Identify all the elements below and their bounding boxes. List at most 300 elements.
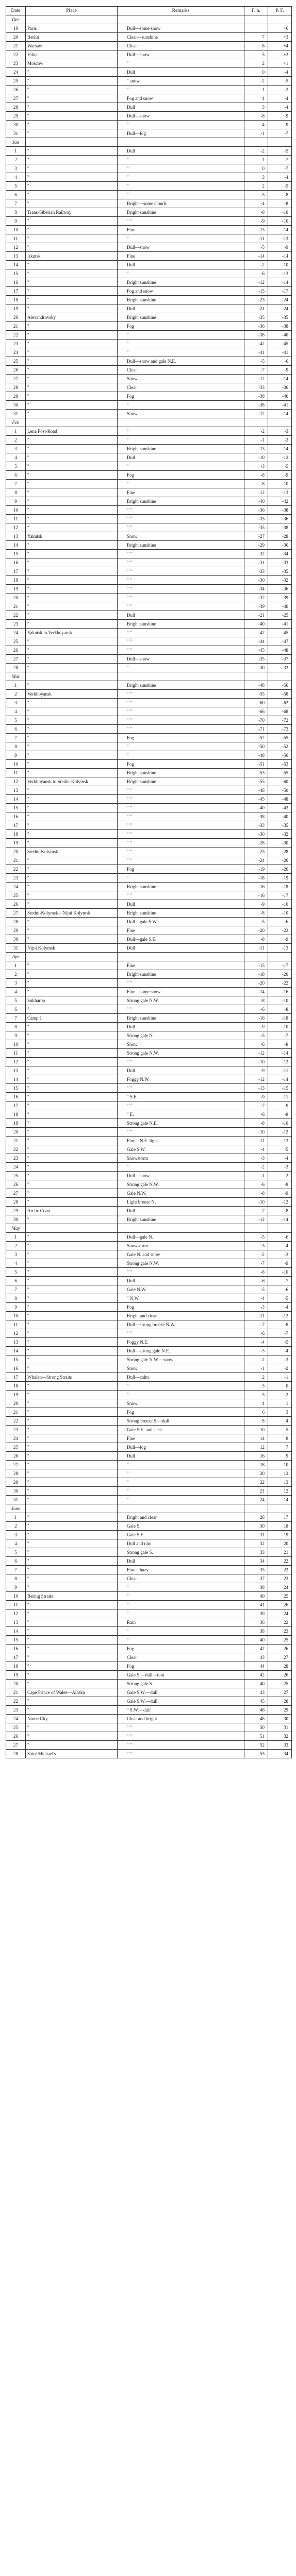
cell-remarks: Bright and clear (118, 1513, 244, 1522)
cell-place: " (26, 1040, 118, 1049)
table-row (6, 147, 292, 156)
table-row (6, 1680, 292, 1688)
cell-fahrenheit: -33 (244, 383, 268, 392)
cell-date: 15 (6, 1636, 26, 1645)
cell-date: 11 (6, 1320, 26, 1329)
cell-place: " (26, 1513, 118, 1522)
cell-place: " (26, 620, 118, 629)
table-row (6, 1128, 292, 1137)
table-row (6, 208, 292, 217)
cell-remarks: " " (118, 839, 244, 848)
cell-fahrenheit: 39 (244, 1609, 268, 1618)
cell-place: " (26, 1671, 118, 1680)
cell-celsius: -8 (268, 1040, 292, 1049)
table-row (6, 252, 292, 261)
cell-fahrenheit: -36 (244, 322, 268, 331)
cell-fahrenheit: -2 (244, 147, 268, 156)
cell-place: " (26, 436, 118, 445)
cell-remarks: Fine—N.E. light (118, 1137, 244, 1145)
cell-place: " (26, 760, 118, 769)
cell-place (26, 138, 118, 147)
cell-celsius (268, 418, 292, 427)
cell-date: 10 (6, 1312, 26, 1320)
cell-remarks: Fine (118, 961, 244, 970)
cell-remarks: " " (118, 891, 244, 900)
cell-celsius: -9 (268, 471, 292, 480)
cell-date: 4 (6, 1259, 26, 1268)
cell-celsius: -22 (268, 926, 292, 935)
cell-remarks: Dull—snow (118, 243, 244, 252)
cell-date: 20 (6, 594, 26, 602)
cell-date: 10 (6, 226, 26, 234)
cell-remarks: " (118, 182, 244, 191)
table-row (6, 1382, 292, 1391)
cell-place: " (26, 226, 118, 234)
cell-place: Sredni-Kolymsk—Nijni Kolymsk (26, 909, 118, 918)
cell-remarks: Fog (118, 392, 244, 401)
cell-remarks: Dull (118, 944, 244, 953)
cell-fahrenheit: -30 (244, 664, 268, 672)
cell-place: " (26, 1163, 118, 1172)
table-row (6, 935, 292, 944)
cell-remarks: " S.W.—dull (118, 1706, 244, 1715)
cell-remarks: " " (118, 707, 244, 716)
cell-fahrenheit: -50 (244, 742, 268, 751)
cell-fahrenheit: -21 (244, 611, 268, 620)
cell-place: " (26, 103, 118, 112)
cell-place: " (26, 129, 118, 138)
table-row (6, 156, 292, 164)
table-row (6, 541, 292, 550)
cell-remarks: Clear—sunshine (118, 33, 244, 42)
cell-celsius: -55 (268, 734, 292, 742)
table-row (6, 1093, 292, 1101)
cell-fahrenheit: 18 (244, 1461, 268, 1469)
cell-place: " (26, 1662, 118, 1671)
cell-remarks: Strong gale S. (118, 1548, 244, 1557)
cell-remarks: Fog (118, 471, 244, 480)
cell-celsius: -1 (268, 1373, 292, 1382)
cell-fahrenheit: 53 (244, 1750, 268, 1758)
cell-place: " (26, 1005, 118, 1014)
cell-celsius: -40 (268, 331, 292, 340)
cell-place: " (26, 883, 118, 891)
table-row (6, 716, 292, 725)
cell-date: 10 (6, 1040, 26, 1049)
cell-place: " (26, 497, 118, 506)
cell-remarks: Dull (118, 304, 244, 313)
table-row (6, 1119, 292, 1128)
table-row (6, 1723, 292, 1732)
table-row (6, 1408, 292, 1417)
cell-fahrenheit: -1 (244, 1364, 268, 1373)
header-row (6, 7, 292, 15)
cell-fahrenheit: -14 (244, 252, 268, 261)
cell-remarks: " (118, 1496, 244, 1504)
cell-celsius: 21 (268, 1548, 292, 1557)
cell-celsius: -41 (268, 401, 292, 410)
cell-place: " (26, 926, 118, 935)
cell-place: " (26, 445, 118, 453)
table-row (6, 1163, 292, 1172)
cell-remarks: Clear and bright (118, 1715, 244, 1723)
cell-remarks: Bright sunshine (118, 313, 244, 322)
cell-celsius: -36 (268, 585, 292, 594)
table-row (6, 1031, 292, 1040)
cell-remarks: Gale S. (118, 1522, 244, 1531)
table-row (6, 558, 292, 567)
table-row (6, 865, 292, 874)
cell-celsius: -12 (268, 1128, 292, 1137)
cell-fahrenheit: -7 (244, 1101, 268, 1110)
cell-remarks: Dull—fog (118, 129, 244, 138)
table-row (6, 112, 292, 121)
cell-fahrenheit: 38 (244, 1583, 268, 1592)
cell-fahrenheit: 41 (244, 1601, 268, 1609)
cell-celsius: -26 (268, 856, 292, 865)
table-row (6, 1268, 292, 1277)
table-row (6, 1548, 292, 1557)
cell-fahrenheit: 14 (244, 1434, 268, 1443)
cell-date: 27 (6, 1189, 26, 1198)
table-row (6, 1434, 292, 1443)
table-row (6, 1312, 292, 1320)
cell-celsius: -35 (268, 313, 292, 322)
cell-celsius: 7 (268, 1443, 292, 1452)
cell-fahrenheit: -20 (244, 926, 268, 935)
cell-place: " (26, 164, 118, 173)
cell-fahrenheit: -38 (244, 331, 268, 340)
cell-date: June (6, 1504, 26, 1513)
table-row (6, 296, 292, 304)
cell-celsius: -10 (268, 217, 292, 226)
cell-celsius: -4 (268, 1303, 292, 1312)
cell-place: " (26, 453, 118, 462)
cell-celsius: -33 (268, 558, 292, 567)
cell-remarks: Bright sunshine (118, 970, 244, 979)
cell-celsius: -13 (268, 488, 292, 497)
table-row (6, 182, 292, 191)
cell-place: " (26, 1583, 118, 1592)
cell-remarks: Dull—snow (118, 655, 244, 664)
table-row (6, 751, 292, 760)
cell-celsius: -73 (268, 725, 292, 734)
cell-fahrenheit: -4 (244, 1145, 268, 1154)
cell-date: 28 (6, 383, 26, 392)
cell-place: Alexandrovsky (26, 313, 118, 322)
cell-remarks: " (118, 480, 244, 488)
cell-fahrenheit: -34 (244, 585, 268, 594)
table-row (6, 1110, 292, 1119)
cell-date: 12 (6, 523, 26, 532)
cell-remarks: Strong gale N.W. (118, 996, 244, 1005)
cell-celsius: -2 (268, 1172, 292, 1180)
cell-date: 18 (6, 576, 26, 585)
table-row (6, 1250, 292, 1259)
cell-place: " (26, 410, 118, 418)
cell-fahrenheit: -2 (244, 1163, 268, 1172)
cell-fahrenheit: 52 (244, 1741, 268, 1750)
table-row (6, 699, 292, 707)
cell-fahrenheit: -7 (244, 366, 268, 375)
cell-date: 28 (6, 918, 26, 926)
cell-celsius: 14 (268, 1496, 292, 1504)
cell-celsius: -2 (268, 1364, 292, 1373)
cell-date: 2 (6, 156, 26, 164)
cell-celsius: 5 (268, 1426, 292, 1434)
cell-date: 5 (6, 182, 26, 191)
table-row (6, 1750, 292, 1758)
cell-remarks: Dull—gale S.W. (118, 918, 244, 926)
cell-remarks: Snow (118, 1399, 244, 1408)
cell-fahrenheit: -8 (244, 208, 268, 217)
cell-place: " (26, 1347, 118, 1355)
cell-remarks: Dull (118, 1557, 244, 1566)
cell-fahrenheit: -11 (244, 944, 268, 953)
table-row (6, 471, 292, 480)
cell-place: " (26, 891, 118, 900)
month-row (6, 15, 292, 24)
table-row (6, 1583, 292, 1592)
cell-date: 8 (6, 1574, 26, 1583)
cell-remarks: " (118, 86, 244, 94)
cell-fahrenheit: -8 (244, 1119, 268, 1128)
cell-remarks: Fog (118, 760, 244, 769)
cell-remarks: Gale S.E. (118, 1531, 244, 1539)
cell-celsius: -5 (268, 77, 292, 86)
cell-remarks: Clear (118, 366, 244, 375)
table-row (6, 1391, 292, 1399)
cell-remarks: " " (118, 725, 244, 734)
cell-celsius: -52 (268, 742, 292, 751)
cell-date: 6 (6, 1557, 26, 1566)
cell-celsius: -6 (268, 357, 292, 366)
cell-fahrenheit: 24 (244, 1496, 268, 1504)
cell-place: " (26, 1277, 118, 1285)
cell-remarks: Dull (118, 1207, 244, 1215)
cell-place: " (26, 471, 118, 480)
cell-fahrenheit: -4 (244, 1294, 268, 1303)
cell-celsius: -60 (268, 777, 292, 786)
cell-fahrenheit: -45 (244, 646, 268, 655)
cell-fahrenheit: -16 (244, 1014, 268, 1023)
cell-date: 19 (6, 24, 26, 33)
cell-celsius: -10 (268, 909, 292, 918)
cell-fahrenheit: 43 (244, 1653, 268, 1662)
cell-remarks: " " (118, 699, 244, 707)
cell-remarks: Fog (118, 1645, 244, 1653)
cell-place: " (26, 269, 118, 278)
cell-date: 22 (6, 1145, 26, 1154)
cell-remarks: " (118, 664, 244, 672)
cell-remarks: Light breeze N. (118, 1198, 244, 1207)
cell-fahrenheit: -8 (244, 909, 268, 918)
cell-remarks: Fog (118, 1303, 244, 1312)
weather-table (6, 6, 292, 1758)
cell-remarks: Snow (118, 410, 244, 418)
cell-place (26, 15, 118, 24)
cell-fahrenheit: -9 (244, 217, 268, 226)
cell-date: 29 (6, 926, 26, 935)
table-row (6, 348, 292, 357)
cell-fahrenheit: 22 (244, 1478, 268, 1487)
cell-celsius: -10 (268, 900, 292, 909)
cell-celsius: 17 (268, 1513, 292, 1522)
cell-celsius: -4 (268, 1154, 292, 1163)
cell-celsius: -25 (268, 611, 292, 620)
table-row (6, 777, 292, 786)
cell-remarks: Snow (118, 532, 244, 541)
cell-celsius: 12 (268, 1469, 292, 1478)
table-row (6, 1005, 292, 1014)
table-row (6, 1539, 292, 1548)
cell-remarks: Dull (118, 261, 244, 269)
cell-celsius: -20 (268, 970, 292, 979)
cell-date: 9 (6, 497, 26, 506)
cell-celsius: -12 (268, 453, 292, 462)
cell-date: 23 (6, 620, 26, 629)
table-row (6, 383, 292, 392)
cell-celsius: 13 (268, 1478, 292, 1487)
cell-date: 17 (6, 821, 26, 830)
cell-place: " (26, 541, 118, 550)
table-row (6, 1417, 292, 1426)
cell-place: " (26, 1180, 118, 1189)
cell-place: " (26, 1574, 118, 1583)
cell-remarks: Gale N. and snow (118, 1250, 244, 1259)
cell-remarks: " (118, 191, 244, 199)
cell-celsius: 27 (268, 1653, 292, 1662)
table-row (6, 1233, 292, 1242)
cell-date: 14 (6, 1075, 26, 1084)
cell-celsius: -45 (268, 629, 292, 637)
cell-celsius: 8 (268, 1434, 292, 1443)
cell-fahrenheit: 4 (244, 1399, 268, 1408)
table-row (6, 1601, 292, 1609)
cell-fahrenheit: -1 (244, 1172, 268, 1180)
cell-celsius: -17 (268, 891, 292, 900)
cell-celsius: -5 (268, 147, 292, 156)
table-row (6, 1732, 292, 1741)
table-row (6, 839, 292, 848)
cell-remarks: Clear (118, 1574, 244, 1583)
cell-place: " (26, 340, 118, 348)
cell-celsius: 4 (268, 1417, 292, 1426)
table-row (6, 1338, 292, 1347)
table-row (6, 1469, 292, 1478)
cell-remarks: Strong gale N.E. (118, 1119, 244, 1128)
cell-remarks: Fog and snow (118, 94, 244, 103)
cell-celsius: -48 (268, 795, 292, 804)
cell-date: 4 (6, 707, 26, 716)
cell-date: 16 (6, 812, 26, 821)
cell-fahrenheit: -71 (244, 725, 268, 734)
cell-fahrenheit: -37 (244, 594, 268, 602)
cell-date: 6 (6, 1005, 26, 1014)
cell-date: 8 (6, 1023, 26, 1031)
cell-place: " (26, 366, 118, 375)
cell-place: " (26, 1408, 118, 1417)
cell-remarks: " (118, 1478, 244, 1487)
cell-remarks: " (118, 348, 244, 357)
cell-celsius: -6 (268, 918, 292, 926)
cell-date: 26 (6, 1732, 26, 1741)
cell-celsius: -17 (268, 287, 292, 296)
cell-celsius: -62 (268, 699, 292, 707)
cell-place: " (26, 865, 118, 874)
cell-date: 4 (6, 173, 26, 182)
cell-celsius: -13 (268, 944, 292, 953)
cell-date: 3 (6, 445, 26, 453)
cell-place: " (26, 121, 118, 129)
cell-celsius: -10 (268, 1023, 292, 1031)
cell-celsius: +2 (268, 50, 292, 59)
cell-place: " (26, 1189, 118, 1198)
cell-date: 3 (6, 1250, 26, 1259)
cell-fahrenheit: -15 (244, 961, 268, 970)
cell-date: 5 (6, 716, 26, 725)
table-row (6, 1320, 292, 1329)
table-row (6, 874, 292, 883)
cell-remarks: " " (118, 1084, 244, 1093)
cell-remarks: " (118, 234, 244, 243)
table-row (6, 909, 292, 918)
table-row (6, 1084, 292, 1093)
table-row (6, 891, 292, 900)
cell-date: 19 (6, 585, 26, 594)
cell-date: 14 (6, 1627, 26, 1636)
table-row (6, 401, 292, 410)
table-row (6, 340, 292, 348)
cell-remarks: " (118, 742, 244, 751)
cell-date: 24 (6, 1715, 26, 1723)
cell-remarks: Gale N.W. (118, 1285, 244, 1294)
cell-place: " (26, 786, 118, 795)
table-row (6, 664, 292, 672)
cell-fahrenheit: -35 (244, 313, 268, 322)
table-row (6, 1294, 292, 1303)
cell-remarks: Snow (118, 1040, 244, 1049)
table-row (6, 1180, 292, 1189)
cell-date: 25 (6, 357, 26, 366)
cell-fahrenheit: 40 (244, 1592, 268, 1601)
cell-celsius: -40 (268, 392, 292, 401)
table-row (6, 436, 292, 445)
cell-remarks: Dull—fog (118, 1443, 244, 1452)
cell-fahrenheit: -2 (244, 1355, 268, 1364)
cell-fahrenheit: -52 (244, 734, 268, 742)
table-row (6, 59, 292, 68)
cell-fahrenheit: -5 (244, 1031, 268, 1040)
cell-date: 9 (6, 751, 26, 760)
cell-fahrenheit: -7 (244, 1259, 268, 1268)
cell-remarks: " " (118, 716, 244, 725)
table-row (6, 585, 292, 594)
cell-remarks: Snow (118, 375, 244, 383)
cell-remarks: Clear (118, 383, 244, 392)
cell-remarks: Fine—hazy (118, 1566, 244, 1574)
cell-remarks: Fine (118, 252, 244, 261)
cell-date: 27 (6, 94, 26, 103)
cell-place: " (26, 1259, 118, 1268)
cell-fahrenheit: -12 (244, 410, 268, 418)
cell-place: " (26, 734, 118, 742)
cell-place: " (26, 1250, 118, 1259)
cell-celsius: 23 (268, 1627, 292, 1636)
cell-date: 17 (6, 1653, 26, 1662)
cell-fahrenheit: -8 (244, 996, 268, 1005)
cell-date: 11 (6, 515, 26, 523)
